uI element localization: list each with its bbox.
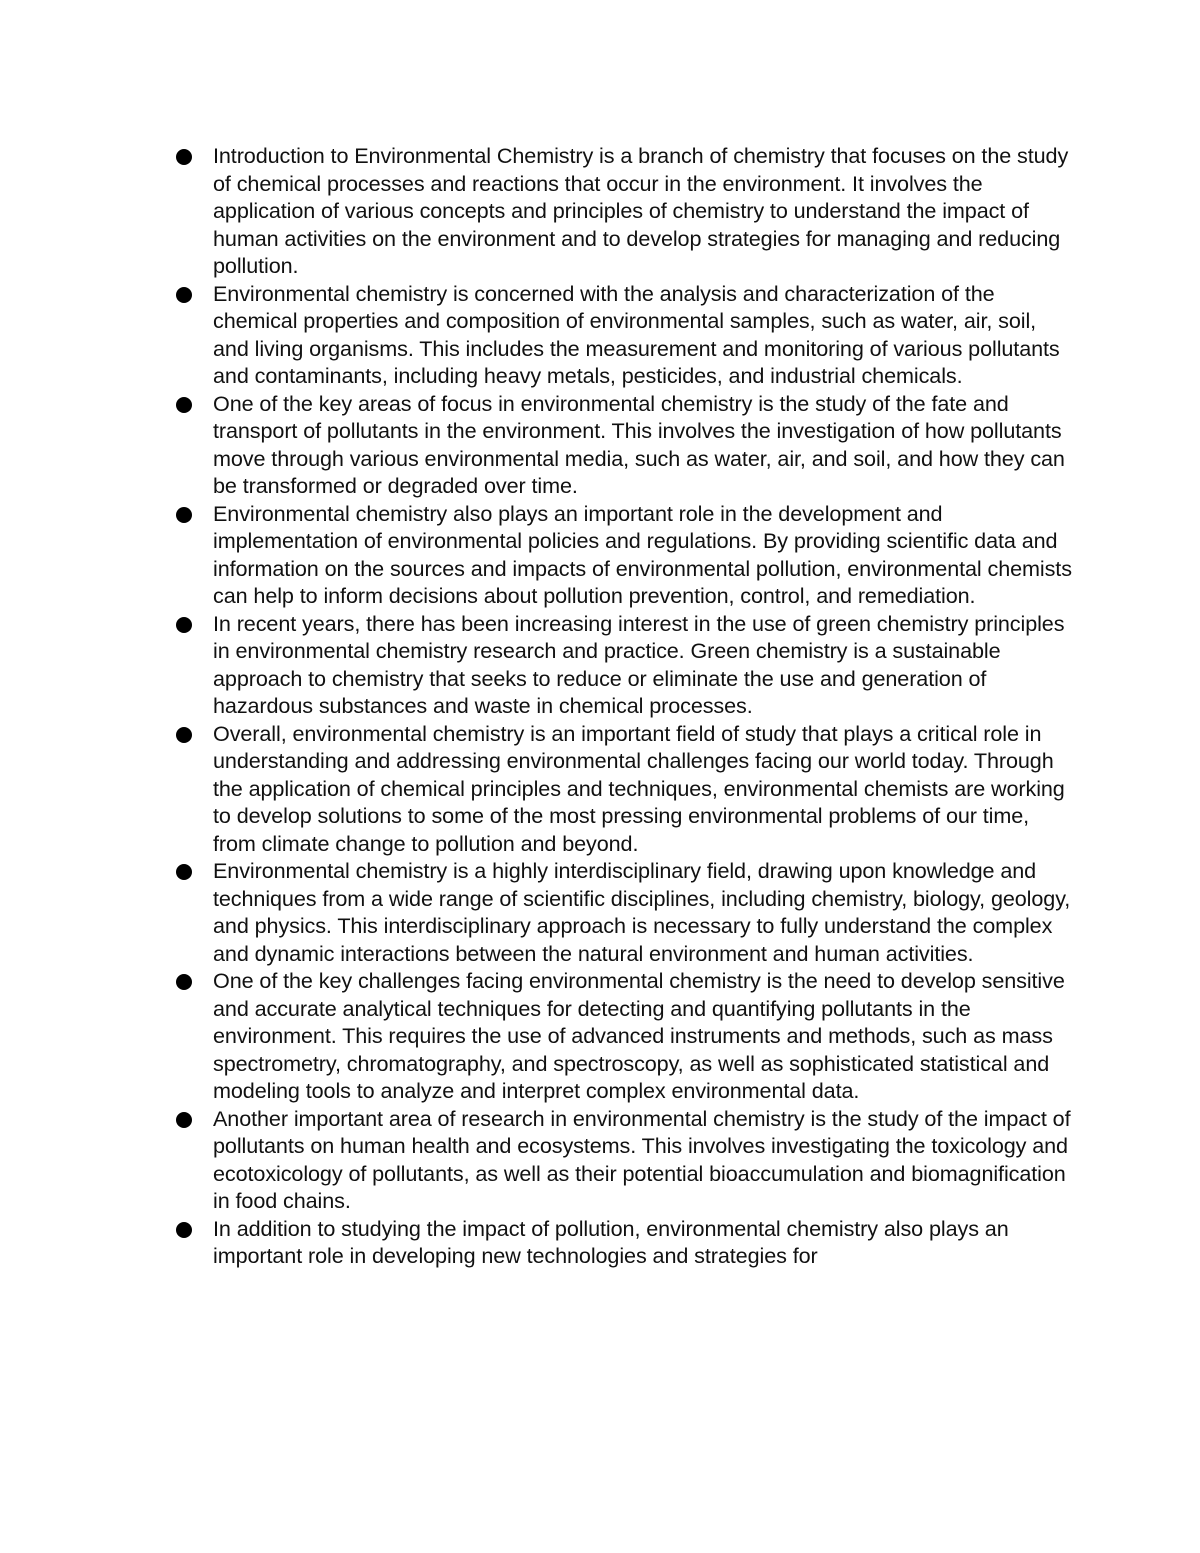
bullet-text: In recent years, there has been increasing interest in the use of green chemistry principles in environmental chemistry research and practice. Green chemistry is a sustainable approach to chemistry that seeks to reduce or eliminate the use and generation of hazardous substances and waste in chemical processes.	[213, 610, 1065, 718]
bullet-icon	[176, 287, 192, 303]
bullet-list	[176, 142, 1076, 1270]
bullet-text: Environmental chemistry also plays an important role in the development and implementation of environmental policies and regulations. By providing scientific data and information on the sources and impacts of environmental pollution, environmental chemists can help to inform decisions about pollution prevention, control, and remediation.	[213, 500, 1072, 608]
list-item	[176, 500, 1076, 610]
bullet-icon	[176, 974, 192, 990]
bullet-icon	[176, 1222, 192, 1238]
list-item	[176, 857, 1076, 967]
bullet-icon	[176, 397, 192, 413]
bullet-text: Environmental chemistry is concerned with the analysis and characterization of the chemical properties and composition of environmental samples, such as water, air, soil, and living organisms. This includes the measurement and monitoring of various pollutants and contaminants, including heavy metals, pesticides, and industrial chemicals.	[213, 280, 1060, 388]
bullet-icon	[176, 507, 192, 523]
bullet-icon	[176, 617, 192, 633]
bullet-icon	[176, 149, 192, 165]
bullet-text: Another important area of research in environmental chemistry is the study of the impact of pollutants on human health and ecosystems. This involves investigating the toxicology and ecotoxicology of pollutants, as well as their potential bioaccumulation and biomagnification in food chains.	[213, 1105, 1071, 1213]
bullet-text: Overall, environmental chemistry is an important field of study that plays a critical role in understanding and addressing environmental challenges facing our world today. Through the application of chemical principles and techniques, environmental chemists are working to develop solutions to some of the most pressing environmental problems of our time, from climate change to pollution and beyond.	[213, 720, 1065, 856]
bullet-text: Environmental chemistry is a highly interdisciplinary field, drawing upon knowledge and techniques from a wide range of scientific disciplines, including chemistry, biology, geology, and physics. This interdisciplinary approach is necessary to fully understand the complex and dynamic interactions between the natural environment and human activities.	[213, 858, 1071, 966]
list-item	[176, 1105, 1076, 1215]
bullet-icon	[176, 1112, 192, 1128]
list-item	[176, 967, 1076, 1105]
list-item	[176, 280, 1076, 390]
list-item	[176, 720, 1076, 858]
bullet-icon	[176, 864, 192, 880]
bullet-text: One of the key challenges facing environmental chemistry is the need to develop sensitive and accurate analytical techniques for detecting and quantifying pollutants in the environment. This requires the use of advanced instruments and methods, such as mass spectrometry, chromatography, and spectroscopy, as well as sophisticated statistical and modeling tools to analyze and interpret complex environmental data.	[213, 968, 1065, 1103]
list-item	[176, 390, 1076, 500]
list-item	[176, 142, 1076, 280]
bullet-text: In addition to studying the impact of pollution, environmental chemistry also plays an important role in developing new technologies and strategies for	[213, 1215, 1009, 1268]
list-item	[176, 1215, 1076, 1270]
list-item	[176, 610, 1076, 720]
bullet-text: One of the key areas of focus in environmental chemistry is the study of the fate and transport of pollutants in the environment. This involves the investigation of how pollutants move through various environmental media, such as water, air, and soil, and how they can be transformed or degraded over time.	[213, 390, 1065, 498]
bullet-icon	[176, 727, 192, 743]
bullet-text: Introduction to Environmental Chemistry is a branch of chemistry that focuses on the study of chemical processes and reactions that occur in the environment. It involves the application of various concepts and principles of chemistry to understand the impact of human activities on the environment and to develop strategies for managing and reducing pollution.	[213, 143, 1069, 278]
